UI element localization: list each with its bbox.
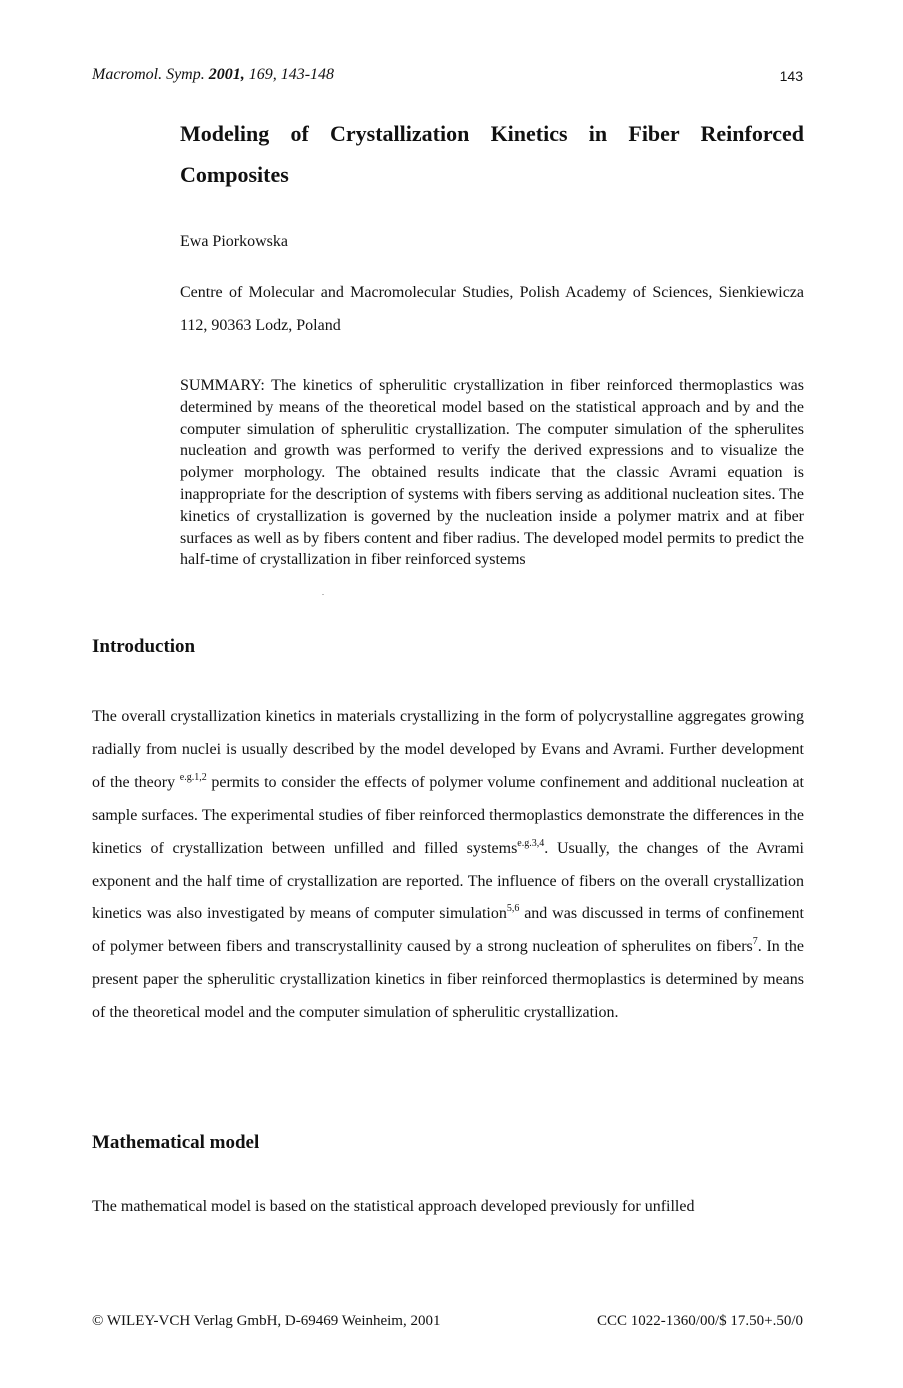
intro-text-1: The overall crystallization kinetics in materials crystallizing in the form of polycrystalline aggregates growing radially from nuclei is usually described by the model developed by Evans and Avrami. Further development of the theory bbox=[92, 708, 804, 791]
footer-copyright: © WILEY-VCH Verlag GmbH, D-69469 Weinheim, 2001 bbox=[92, 1313, 441, 1329]
author-name: Ewa Piorkowska bbox=[180, 233, 288, 250]
section-heading-mathematical-model: Mathematical model bbox=[92, 1132, 260, 1153]
footer-code: CCC 1022-1360/00/$ 17.50+.50/0 bbox=[597, 1313, 803, 1329]
intro-text-4: and was discussed in terms of confinement of polymer between fibers and transcrystallinity caused by a strong nucleation of spherulites on fibers bbox=[92, 905, 804, 956]
journal-name: Macromol. Symp. bbox=[92, 66, 205, 83]
citation-ref-7: 7 bbox=[752, 936, 758, 948]
journal-year: 2001, bbox=[208, 66, 245, 83]
journal-citation bbox=[92, 66, 334, 84]
introduction-paragraph bbox=[92, 701, 804, 1030]
journal-volume-pages: 169, 143-148 bbox=[248, 66, 335, 83]
paper-title: Modeling of Crystallization Kinetics in Fiber Reinforced Composites bbox=[180, 121, 804, 187]
intro-text-3: . Usually, the changes of the Avrami exponent and the half time of crystallization are reported. The influence of fibers on the overall crystallization kinetics was also investigated by means of computer simulation bbox=[92, 839, 804, 923]
citation-ref-1-2: e.g.1,2 bbox=[179, 771, 207, 783]
scan-speck bbox=[322, 594, 324, 595]
intro-text-5: . In the present paper the spherulitic crystallization kinetics in fiber reinforced thermoplastics is determined by means of the theoretical model and the computer simulation of spherulitic crystallization. bbox=[92, 938, 804, 1022]
section-heading-introduction: Introduction bbox=[92, 636, 196, 657]
citation-ref-3-4: e.g.3,4 bbox=[517, 837, 545, 849]
page-number: 143 bbox=[779, 68, 803, 84]
mathematical-model-paragraph: The mathematical model is based on the statistical approach developed previously for unfilled bbox=[92, 1198, 695, 1215]
citation-ref-5-6: 5,6 bbox=[506, 903, 520, 915]
author-affiliation: Centre of Molecular and Macromolecular Studies, Polish Academy of Sciences, Sienkiewicza 112, 90363 Lodz, Poland bbox=[180, 284, 804, 334]
intro-text-2: permits to consider the effects of polymer volume confinement and additional nucleation at sample surfaces. The experimental studies of fiber reinforced thermoplastics demonstrate the differences in the kinetics of crystallization between unfilled and filled systems bbox=[92, 773, 804, 857]
abstract-summary: SUMMARY: The kinetics of spherulitic crystallization in fiber reinforced thermoplastics was determined by means of the theoretical model based on the statistical approach and by and the computer simulation of spherulitic crystallization. The computer simulation of the spherulites nucleation and growth was performed to verify the derived expressions and to visualize the polymer morphology. The obtained results indicate that the classic Avrami equation is inappropriate for the description of systems with fibers serving as additional nucleation sites. The kinetics of crystallization is governed by the nucleation inside a polymer matrix and at fiber surfaces as well as by fibers content and fiber radius. The developed model permits to predict the half-time of crystallization in fiber reinforced systems bbox=[180, 377, 804, 569]
